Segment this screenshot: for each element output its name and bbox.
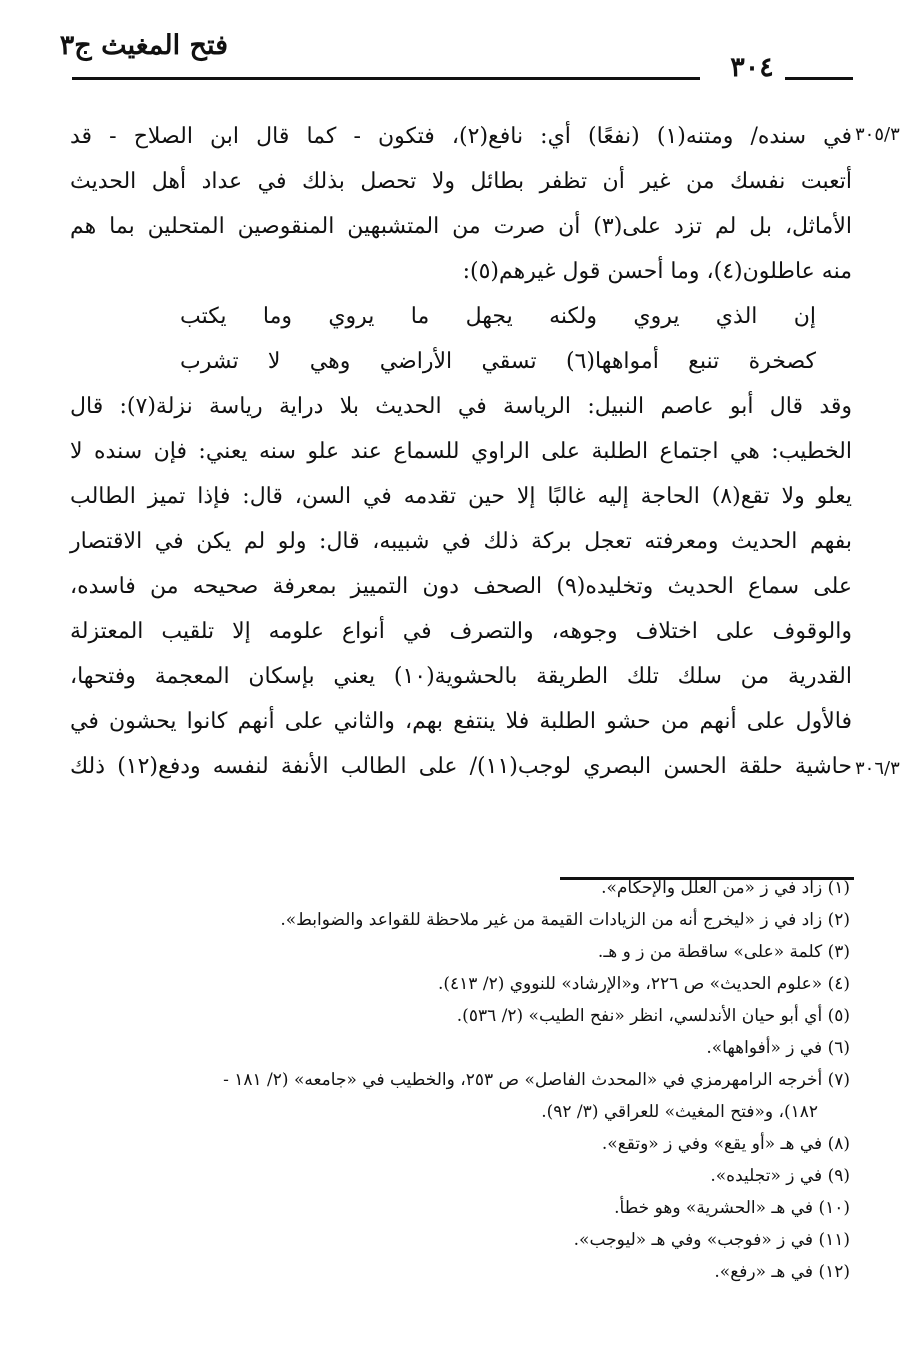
- footnote: (١٢) في هـ «رفع».: [714, 1262, 850, 1282]
- footnote: (٧) أخرجه الرامهرمزي في «المحدث الفاصل» ص ٢٥٣، والخطيب في «جامعه» (٢/ ١٨١ -: [223, 1070, 850, 1090]
- footnote: (٢) زاد في ز «ليخرج أنه من الزيادات القيمة من غير ملاحظة للقواعد والضوابط».: [280, 910, 850, 930]
- text-line: الخطيب: هي اجتماع الطلبة على الراوي للسماع عند علو سنه يعني: فإن سنده لا: [70, 439, 852, 464]
- verse-line: كصخرة تنبع أمواهها(٦) تسقي الأراضي وهي لا تشرب: [180, 349, 816, 374]
- text-line: منه عاطلون(٤)، وما أحسن قول غيرهم(٥):: [462, 259, 852, 284]
- text-line: وقد قال أبو عاصم النبيل: الرياسة في الحديث بلا دراية رياسة نزلة(٧): قال: [70, 394, 853, 419]
- page-number: ٣٠٤: [730, 52, 774, 83]
- text-line: أتعبت نفسك من غير أن تظفر بطائل ولا تحصل بذلك في عداد أهل الحديث: [70, 169, 852, 194]
- text-line: بفهم الحديث ومعرفته تعجل بركة ذلك في شبيبه، قال: ولو لم يكن في الاقتصار: [70, 529, 852, 554]
- text-line: في سنده/ ومتنه(١) (نفعًا) أي: نافع(٢)، فتكون - كما قال ابن الصلاح - قد: [70, 124, 852, 149]
- text-line: الأماثل، بل لم تزد على(٣) أن صرت من المتشبهين المنقوصين المتحلين بما هم: [70, 214, 852, 239]
- text-line: والوقوف على اختلاف وجوهه، والتصرف في أنواع علومه إلا تلقيب المعتزلة: [70, 619, 852, 644]
- footnote: (٦) في ز «أفواهها».: [706, 1038, 850, 1058]
- text-line: على سماع الحديث وتخليده(٩) الصحف دون التمييز بمعرفة صحيحه من فاسده،: [70, 574, 852, 599]
- margin-reference: ٣٠٥/٣: [855, 124, 900, 145]
- footnote: (١٠) في هـ «الحشرية» وهو خطأ.: [614, 1198, 850, 1218]
- footnote: (١) زاد في ز «من العلل والإحكام».: [601, 878, 850, 898]
- text-line: يعلو ولا تقع(٨) الحاجة إليه غالبًا إلا حين تقدمه في السن، قال: فإذا تميز الطالب: [70, 484, 852, 509]
- header-rule-left: [72, 77, 700, 80]
- running-title: فتح المغيث ج٣: [59, 30, 228, 61]
- text-line: حاشية حلقة الحسن البصري لوجب(١١)/ على الطالب الأنفة لنفسه ودفع(١٢) ذلك: [70, 754, 852, 779]
- footnote: (٥) أي أبو حيان الأندلسي، انظر «نفح الطيب» (٢/ ٥٣٦).: [456, 1006, 850, 1026]
- footnotes: [70, 872, 852, 1288]
- footnote: (٨) في هـ «أو يقع» وفي ز «وتقع».: [601, 1134, 850, 1154]
- footnote: (٩) في ز «تجليده».: [710, 1166, 850, 1186]
- margin-reference: ٣٠٦/٣: [855, 758, 900, 779]
- footnote: (٤) «علوم الحديث» ص ٢٢٦، و«الإرشاد» للنووي (٢/ ٤١٣).: [437, 974, 850, 994]
- footnote: (١١) في ز «فوجب» وفي هـ «ليوجب».: [573, 1230, 850, 1250]
- footnote-continuation: ١٨٢)، و«فتح المغيث» للعراقي (٣/ ٩٢).: [541, 1102, 818, 1122]
- text-line: فالأول على أنهم من حشو الطلبة فلا ينتفع بهم، والثاني على أنهم كانوا يحشون في: [70, 709, 852, 734]
- header-rule-right: [785, 77, 853, 80]
- main-text: [70, 114, 852, 789]
- text-line: القدرية من سلك تلك الطريقة بالحشوية(١٠) يعني بإسكان المعجمة وفتحها،: [70, 664, 852, 689]
- footnote: (٣) كلمة «على» ساقطة من ز و هـ.: [597, 942, 850, 962]
- verse-line: إن الذي يروي ولكنه يجهل ما يروي وما يكتب: [180, 304, 816, 329]
